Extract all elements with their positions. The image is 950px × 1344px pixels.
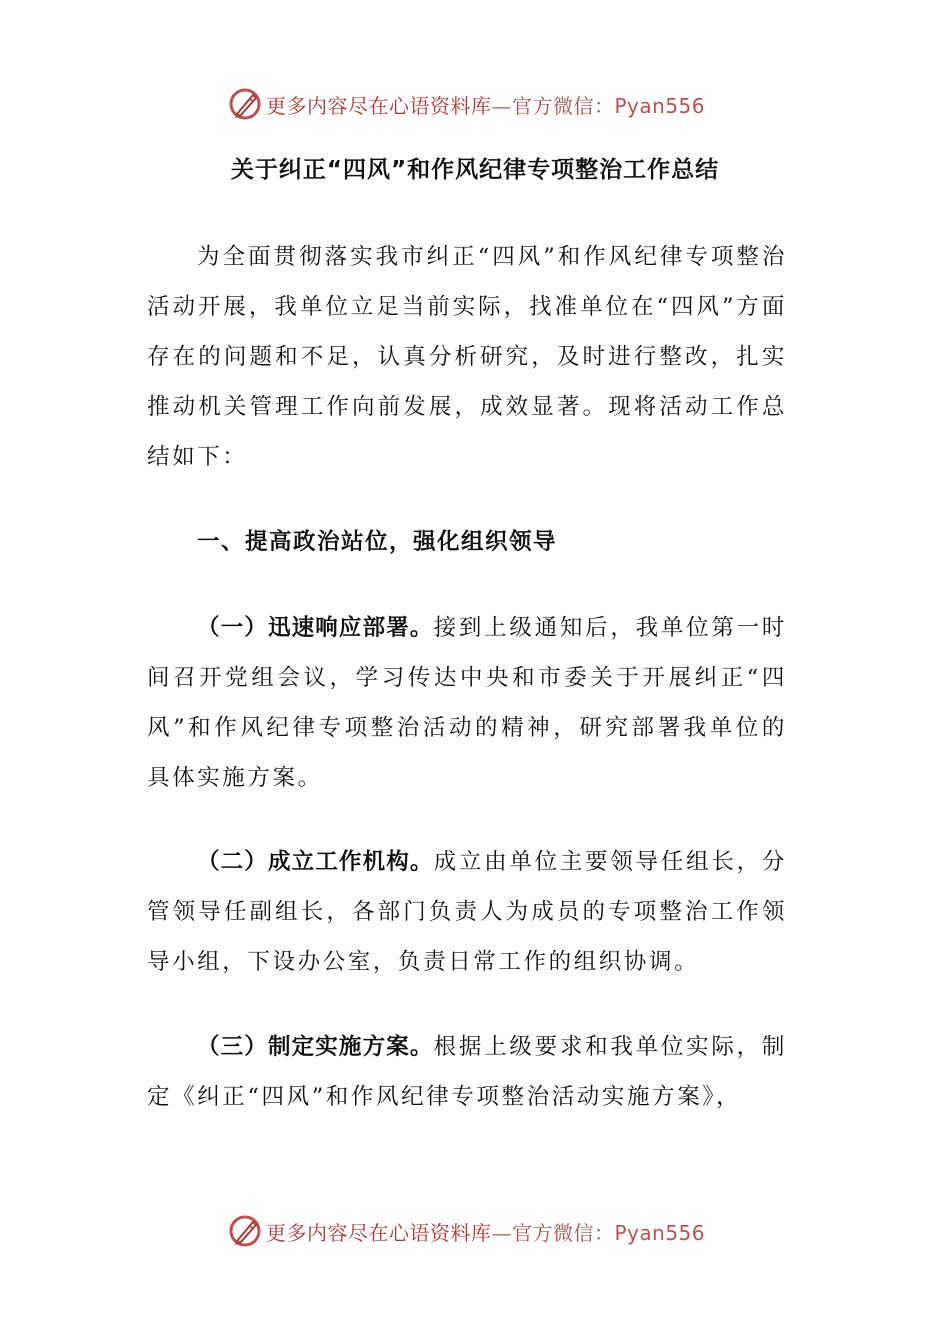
item-lead-3: （三）制定实施方案。 bbox=[197, 1034, 434, 1060]
banner-separator: — bbox=[491, 93, 512, 118]
item-body-3: 根据上级要求和我单位实际，制定《纠正“四风”和作风纪律专项整治活动实施方案》， bbox=[147, 1034, 787, 1110]
section-heading-1: 一、提高政治站位，强化组织领导 bbox=[197, 529, 558, 555]
header-banner bbox=[228, 84, 748, 124]
banner-wechat-label: 官方微信： bbox=[512, 1220, 615, 1245]
banner-wechat-id: Pyan556 bbox=[614, 1220, 706, 1245]
banner-text bbox=[266, 90, 705, 119]
item-lead-1: （一）迅速响应部署。 bbox=[197, 615, 434, 641]
banner-text bbox=[266, 1217, 705, 1246]
banner-wechat-id: Pyan556 bbox=[614, 93, 706, 118]
banner-brand: 更多内容尽在心语资料库 bbox=[266, 93, 492, 118]
intro-paragraph: 为全面贯彻落实我市纠正“四风”和作风纪律专项整治活动开展，我单位立足当前实际，找准单位在“四风”方面存在的问题和不足，认真分析研究，及时进行整改，扎实推动机关管理工作向前发展，成效显著。现将活动工作总结如下： bbox=[147, 244, 787, 470]
banner-brand: 更多内容尽在心语资料库 bbox=[266, 1220, 492, 1245]
item-body-2: 成立由单位主要领导任组长，分管领导任副组长，各部门负责人为成员的专项整治工作领导小组，下设办公室，负责日常工作的组织协调。 bbox=[147, 849, 787, 975]
pen-nib-logo-icon bbox=[228, 1214, 262, 1248]
banner-separator: — bbox=[491, 1220, 512, 1245]
banner-wechat-label: 官方微信： bbox=[512, 93, 615, 118]
pen-nib-logo-icon bbox=[228, 87, 262, 121]
footer-banner bbox=[228, 1211, 748, 1251]
document-title: 关于纠正“四风”和作风纪律专项整治工作总结 bbox=[230, 157, 720, 183]
item-body-1: 接到上级通知后，我单位第一时间召开党组会议，学习传达中央和市委关于开展纠正“四风”和作风纪律专项整治活动的精神，研究部署我单位的具体实施方案。 bbox=[147, 615, 787, 791]
item-paragraph-2 bbox=[147, 837, 787, 987]
item-lead-2: （二）成立工作机构。 bbox=[197, 849, 434, 875]
item-paragraph-3 bbox=[147, 1022, 787, 1122]
item-paragraph-1 bbox=[147, 603, 787, 803]
